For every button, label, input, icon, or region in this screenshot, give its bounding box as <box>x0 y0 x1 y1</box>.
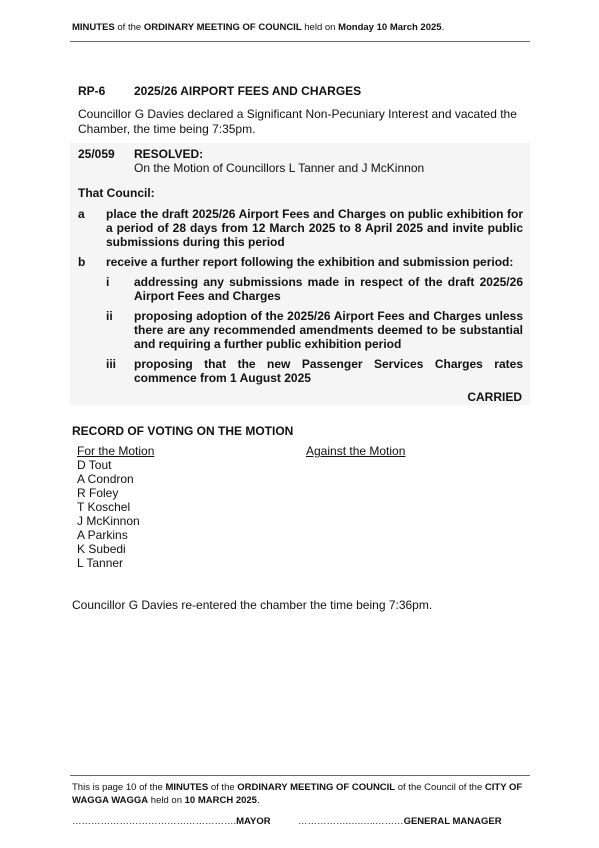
footer-text: . <box>256 795 260 806</box>
resolution-number: 25/059 <box>78 147 115 161</box>
footer-date: 10 MARCH 2025 <box>184 795 257 806</box>
carried-status: CARRIED <box>467 390 522 404</box>
sub-ii-label: ii <box>106 309 113 323</box>
footer-text: held on <box>148 795 185 806</box>
footer-text: of the <box>208 782 238 793</box>
sub-i-text: addressing any submissions made in respect of the draft 2025/26 Airport Fees and Charges <box>134 275 523 303</box>
page-footer <box>72 781 530 807</box>
sub-iii-label: iii <box>106 357 117 371</box>
voter-name: R Foley <box>77 486 119 500</box>
signature-dots: …………….….…..……… <box>298 816 404 827</box>
header-text: held on <box>301 22 339 33</box>
that-council: That Council: <box>78 186 155 200</box>
resolved-heading: RESOLVED: <box>134 147 204 161</box>
mayor-signature-line <box>72 815 271 828</box>
voter-name: L Tanner <box>77 556 124 570</box>
header-rule <box>70 41 530 42</box>
voting-heading: RECORD OF VOTING ON THE MOTION <box>72 424 294 438</box>
footer-minutes: MINUTES <box>165 782 209 793</box>
mayor-label: MAYOR <box>236 816 271 827</box>
header-text: . <box>441 22 445 33</box>
item-code: RP-6 <box>78 84 106 98</box>
reentry-text: Councillor G Davies re-entered the chamber the time being 7:36pm. <box>72 598 433 612</box>
header-minutes: MINUTES <box>72 22 115 33</box>
sub-iii-text: proposing that the new Passenger Services Charges rates commence from 1 August 2025 <box>134 357 523 385</box>
clause-a-label: a <box>78 207 85 221</box>
declaration-text: Councillor G Davies declared a Significant Non-Pecuniary Interest and vacated the Chamber, the time being 7:35pm. <box>78 107 517 136</box>
page-header <box>72 22 444 33</box>
gm-signature-line <box>298 815 502 828</box>
clause-b-label: b <box>78 255 86 269</box>
voter-name: A Condron <box>77 472 134 486</box>
clause-b-text: receive a further report following the exhibition and submission period: <box>106 255 514 269</box>
against-motion-label: Against the Motion <box>306 444 406 458</box>
voter-name: T Koschel <box>77 500 131 514</box>
footer-text: of the Council of the <box>395 782 485 793</box>
sub-ii-text: proposing adoption of the 2025/26 Airport Fees and Charges unless there are any recommended amendments deemed to be substantial and requiring a further public exhibition period <box>134 309 523 351</box>
voter-name: J McKinnon <box>77 514 140 528</box>
clause-a-text: place the draft 2025/26 Airport Fees and Charges on public exhibition for a period of 28 days from 12 March 2025 to 8 April 2025 and invite public submissions during this period <box>106 207 523 249</box>
motion-text: On the Motion of Councillors L Tanner and J McKinnon <box>134 161 425 175</box>
header-date: Monday 10 March 2025 <box>338 22 442 33</box>
footer-council: CITY OF WAGGA WAGGA <box>72 782 523 806</box>
for-motion-label: For the Motion <box>77 444 155 458</box>
gm-label: GENERAL MANAGER <box>403 816 502 827</box>
item-title: 2025/26 AIRPORT FEES AND CHARGES <box>134 84 362 98</box>
header-text: of the <box>114 22 144 33</box>
voter-name: K Subedi <box>77 542 126 556</box>
footer-text: This is page 10 of the <box>72 782 166 793</box>
sub-i-label: i <box>106 275 110 289</box>
footer-rule <box>70 775 530 776</box>
voter-name: D Tout <box>77 458 112 472</box>
signature-dots: ……………………………………………. <box>72 816 237 827</box>
header-meeting: ORDINARY MEETING OF COUNCIL <box>143 22 302 33</box>
voter-name: A Parkins <box>77 528 128 542</box>
footer-meeting: ORDINARY MEETING OF COUNCIL <box>237 782 396 793</box>
